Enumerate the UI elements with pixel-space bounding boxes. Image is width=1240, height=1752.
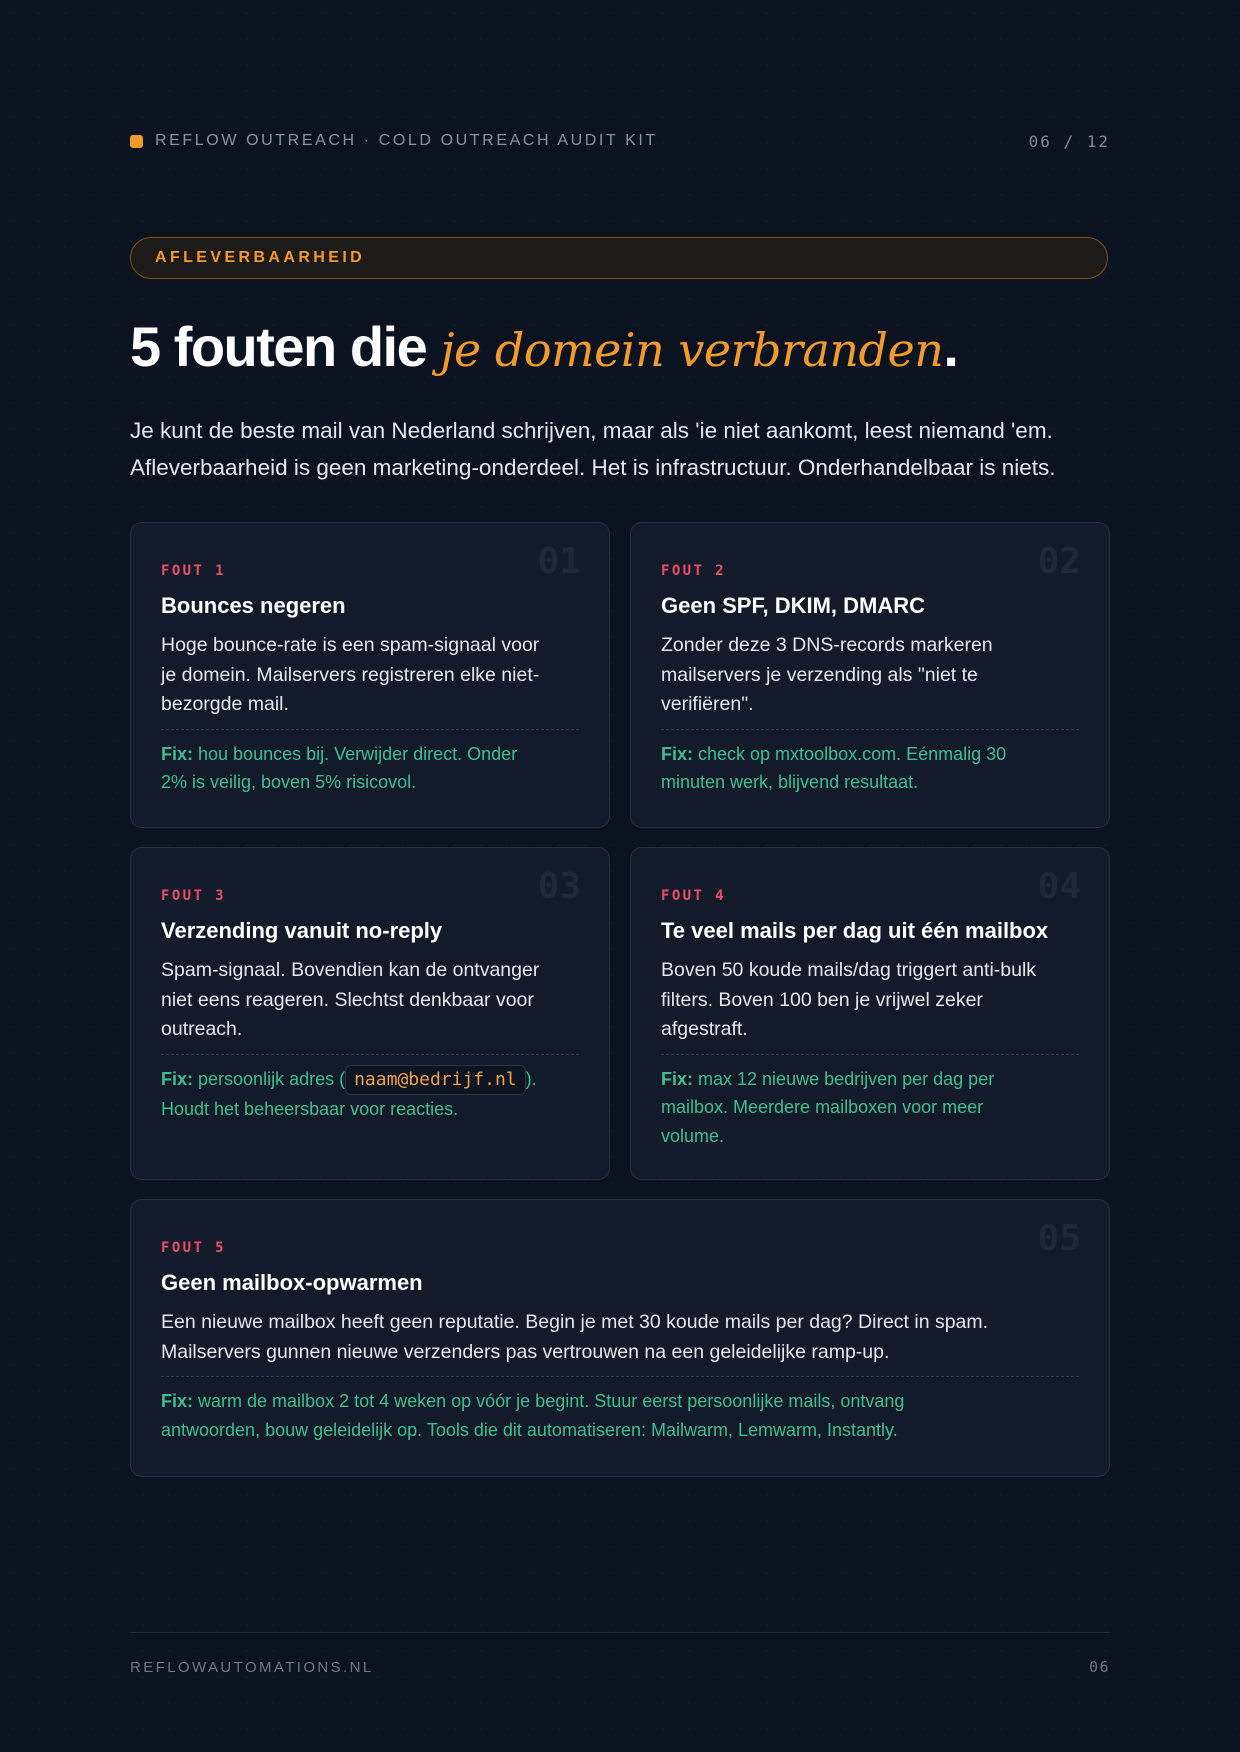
card-number: 03 <box>537 866 581 907</box>
card-body-line: Een nieuwe mailbox heeft geen reputatie. Begin je met 30 koude mails per dag? Direct in spam. <box>161 1311 989 1333</box>
title-main: 5 fouten die <box>130 315 441 378</box>
card-label: FOUT 4 <box>661 888 726 904</box>
fix-line <box>161 1065 579 1095</box>
card-label: FOUT 1 <box>161 563 226 579</box>
card-number: 05 <box>1037 1218 1081 1259</box>
page-counter: 06 / 12 <box>1028 131 1110 151</box>
fix-line <box>661 1065 1079 1094</box>
card-title: Te veel mails per dag uit één mailbox <box>661 918 1049 943</box>
card-body-line: je domein. Mailservers registreren elke niet- <box>161 663 540 686</box>
card-fix <box>161 1387 1079 1444</box>
dashed-divider <box>161 1054 579 1055</box>
header-bar <box>130 130 1110 152</box>
page-title <box>130 312 1110 385</box>
card-fix <box>161 1065 579 1124</box>
fix-line: volume. <box>661 1125 725 1146</box>
fix-text: ). <box>525 1068 537 1089</box>
card-fix <box>661 1065 1079 1151</box>
footer-divider <box>130 1632 1110 1633</box>
card-body-line: afgestraft. <box>661 1018 748 1040</box>
card-title: Geen SPF, DKIM, DMARC <box>661 593 926 618</box>
card-number: 01 <box>537 541 581 582</box>
card-label: FOUT 3 <box>161 888 226 904</box>
fix-text: check op mxtoolbox.com. Eénmalig 30 <box>693 743 1007 764</box>
title-accent: je domein verbranden <box>440 323 944 377</box>
brand-square-icon <box>130 135 143 148</box>
card-body <box>661 631 1079 720</box>
dashed-divider <box>661 729 1079 730</box>
fix-line: antwoorden, bouw geleidelijk op. Tools die dit automatiseren: Mailwarm, Lemwarm, Instantly. <box>161 1419 898 1440</box>
card-body <box>161 631 579 720</box>
mistake-card-1 <box>130 522 610 828</box>
mistake-card-2 <box>630 522 1110 828</box>
fix-text: max 12 nieuwe bedrijven per dag per <box>693 1068 995 1089</box>
dashed-divider <box>661 1054 1079 1055</box>
card-body-line: niet eens reageren. Slechtst denkbaar voor <box>161 988 534 1011</box>
card-title: Verzending vanuit no-reply <box>161 918 443 943</box>
fix-text: persoonlijk adres ( <box>193 1068 346 1089</box>
card-body <box>161 956 579 1045</box>
card-body-line: Mailservers gunnen nieuwe verzenders pas vertrouwen na een geleidelijke ramp-up. <box>161 1340 890 1363</box>
brand-text: REFLOW OUTREACH · COLD OUTREACH AUDIT KIT <box>155 132 658 149</box>
fix-line: mailbox. Meerdere mailboxen voor meer <box>661 1097 984 1117</box>
fix-label: Fix: <box>161 743 194 764</box>
fix-label: Fix: <box>661 743 694 764</box>
footer <box>130 1658 1110 1676</box>
fix-label: Fix: <box>161 1391 194 1411</box>
dashed-divider <box>161 1376 1079 1377</box>
card-title: Bounces negeren <box>161 593 346 618</box>
fix-label: Fix: <box>661 1068 694 1089</box>
fix-line <box>661 740 1079 769</box>
section-tag-label: AFLEVERBAARHEID <box>155 249 366 266</box>
card-number: 02 <box>1037 541 1081 582</box>
mistake-card-4 <box>630 847 1110 1180</box>
footer-page-number: 06 <box>1088 1658 1110 1676</box>
card-body-line: Hoge bounce-rate is een spam-signaal voor <box>161 634 540 656</box>
fix-label: Fix: <box>161 1068 194 1089</box>
card-label: FOUT 2 <box>661 563 726 579</box>
fix-line <box>161 740 579 769</box>
brand <box>130 132 658 150</box>
email-code-snippet: naam@bedrijf.nl <box>345 1065 526 1095</box>
card-fix <box>161 740 579 797</box>
fix-line: minuten werk, blijvend resultaat. <box>661 772 919 792</box>
card-number: 04 <box>1037 866 1081 907</box>
dashed-divider <box>161 729 579 730</box>
card-body-line: mailservers je verzending als "niet te <box>661 663 978 686</box>
section-tag <box>130 237 1108 279</box>
footer-website: REFLOWAUTOMATIONS.NL <box>130 1658 374 1676</box>
mistake-card-5 <box>130 1199 1110 1477</box>
intro-paragraph <box>130 412 1110 486</box>
card-body-line: bezorgde mail. <box>161 693 289 715</box>
card-body <box>161 1308 1079 1367</box>
card-body-line: Spam-signaal. Bovendien kan de ontvanger <box>161 959 540 981</box>
page <box>130 0 1110 1752</box>
card-title: Geen mailbox-opwarmen <box>161 1270 423 1295</box>
card-body-line: verifiëren". <box>661 693 754 715</box>
card-fix <box>661 740 1079 797</box>
fix-line: Houdt het beheersbaar voor reacties. <box>161 1098 459 1119</box>
fix-line: 2% is veilig, boven 5% risicovol. <box>161 772 417 792</box>
card-body <box>661 956 1079 1045</box>
fix-line <box>161 1387 1079 1416</box>
mistake-card-3 <box>130 847 610 1180</box>
intro-line: Je kunt de beste mail van Nederland schrijven, maar als 'ie niet aankomt, leest niemand 'em. <box>130 418 1053 443</box>
title-end: . <box>943 315 958 378</box>
card-body-line: Zonder deze 3 DNS-records markeren <box>661 634 993 656</box>
fix-text: hou bounces bij. Verwijder direct. Onder <box>193 743 518 764</box>
intro-line: Afleverbaarheid is geen marketing-onderdeel. Het is infrastructuur. Onderhandelbaar is niets. <box>130 455 1056 480</box>
card-label: FOUT 5 <box>161 1240 226 1256</box>
card-body-line: filters. Boven 100 ben je vrijwel zeker <box>661 988 983 1011</box>
fix-text: warm de mailbox 2 tot 4 weken op vóór je begint. Stuur eerst persoonlijke mails, ontvang <box>193 1391 905 1411</box>
card-body-line: outreach. <box>161 1018 243 1040</box>
card-body-line: Boven 50 koude mails/dag triggert anti-bulk <box>661 959 1037 981</box>
